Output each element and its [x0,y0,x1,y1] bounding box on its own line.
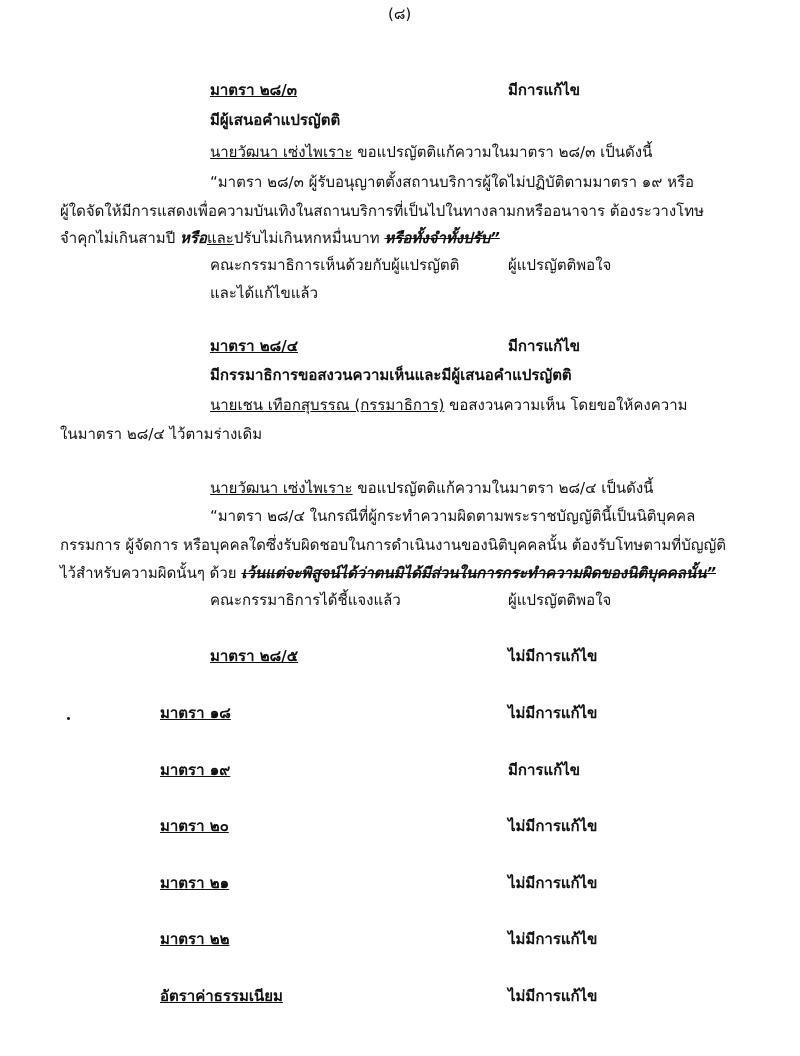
proposer-line-28-4 [210,478,653,498]
proposer-text: ขอแปรญัตติแก้ความในมาตรา ๒๘/๔ เป็นดังนี้ [357,479,654,497]
amendment-line-1: “มาตรา ๒๘/๓ ผู้รับอนุญาตตั้งสถานบริการผู้ใดไม่ปฏิบัติตามมาตรา ๑๙ หรือ [210,173,695,191]
section-heading-28-3: มาตรา ๒๘/๓ [210,81,297,99]
section-status-21: ไม่มีการแก้ไข [508,874,598,892]
section-heading-28-4: มาตรา ๒๘/๔ [210,337,299,355]
section-heading-22: มาตรา ๒๒ [160,930,230,948]
amendment-line-1: “มาตรา ๒๘/๔ ในกรณีที่ผู้กระทำความผิดตามพระราชบัญญัตินี้เป็นนิติบุคคล [210,507,696,525]
amendment-struck-text: หรือทั้งจำทั้งปรับ” [384,229,500,247]
amendment-text: ไว้สำหรับความผิดนั้นๆ ด้วย [60,564,242,582]
section-heading-18: มาตรา ๑๘ [160,704,231,722]
committee-opinion-cont: และได้แก้ไขแล้ว [210,284,319,302]
reserver-text: ขอสงวนความเห็น โดยขอให้คงความ [449,396,688,414]
section-heading-21: มาตรา ๒๑ [160,874,230,892]
section-subheading-28-3: มีผู้เสนอคำแปรญัตติ [210,111,341,129]
amendment-text: จำคุกไม่เกินสามปี [60,229,180,247]
reserver-line [210,395,688,415]
section-status-20: ไม่มีการแก้ไข [508,817,598,835]
section-status-28-5: ไม่มีการแก้ไข [508,647,598,665]
section-status-22: ไม่มีการแก้ไข [508,930,598,948]
section-status-18: ไม่มีการแก้ไข [508,704,598,722]
section-status-19: มีการแก้ไข [508,761,580,779]
amendment-added-text: หรือ [179,229,207,247]
reserver-name: นายเชน เทือกสุบรรณ (กรรมาธิการ) [210,396,445,414]
amendment-struck-text: เว้นแต่จะพิสูจน์ได้ว่าตนมิได้มีส่วนในการกระทำความผิดของนิติบุคคลนั้น” [241,564,717,582]
section-status-fees: ไม่มีการแก้ไข [508,987,598,1005]
scan-speck [67,717,70,720]
page-number: (๘) [388,5,412,23]
reserver-line-2: ในมาตรา ๒๘/๔ ไว้ตามร่างเดิม [60,425,263,443]
amendment-text: ปรับไม่เกินหกหมื่นบาท [233,229,385,247]
section-subheading-28-4: มีกรรมาธิการขอสงวนความเห็นและมีผู้เสนอคำแปรญัตติ [210,366,572,384]
section-heading-fees: อัตราค่าธรรมเนียม [160,987,283,1005]
amendment-line-3 [60,563,716,583]
amendment-line-3 [60,228,500,248]
section-status-28-4: มีการแก้ไข [508,337,580,355]
proposer-text: ขอแปรญัตติแก้ความในมาตรา ๒๘/๓ เป็นดังนี้ [357,143,653,161]
section-heading-20: มาตรา ๒๐ [160,817,229,835]
proposer-line-28-3 [210,142,652,162]
committee-opinion: คณะกรรมาธิการได้ชี้แจงแล้ว [210,591,401,609]
section-heading-28-5: มาตรา ๒๘/๕ [210,647,299,665]
proposer-name: นายวัฒนา เซ่งไพเราะ [210,143,353,161]
committee-opinion: คณะกรรมาธิการเห็นด้วยกับผู้แปรญัตติ [210,256,460,274]
proposer-name: นายวัฒนา เซ่งไพเราะ [210,479,353,497]
proposer-satisfaction: ผู้แปรญัตติพอใจ [508,591,612,609]
amendment-line-2: ผู้ใดจัดให้มีการแสดงเพื่อความบันเทิงในสถานบริการที่เป็นไปในทางลามกหรืออนาจาร ต้องระวางโทษ [60,202,704,220]
amendment-line-2: กรรมการ ผู้จัดการ หรือบุคคลใดซึ่งรับผิดชอบในการดำเนินงานของนิติบุคคลนั้น ต้องรับโทษตามที่บัญญัติ [60,536,727,554]
section-status-28-3: มีการแก้ไข [508,81,580,99]
amendment-underlined-text: และ [206,229,234,247]
proposer-satisfaction: ผู้แปรญัตติพอใจ [508,256,612,274]
section-heading-19: มาตรา ๑๙ [160,761,231,779]
